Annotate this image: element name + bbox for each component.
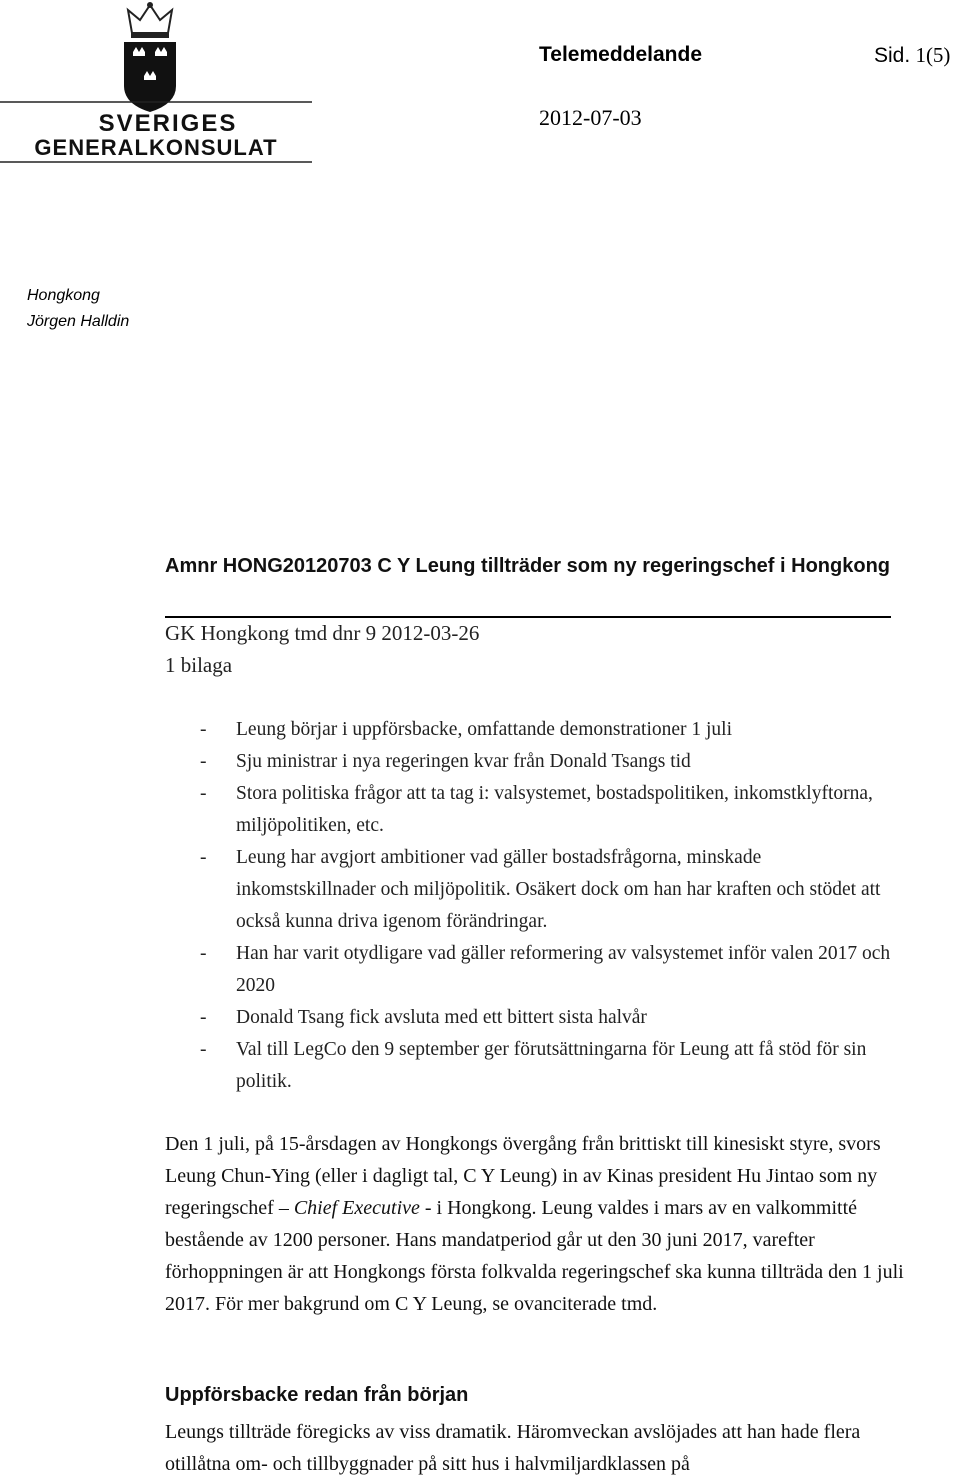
page-value: 1(5) (915, 43, 951, 67)
summary-item (200, 778, 900, 842)
summary-item (200, 842, 900, 938)
summary-item (200, 1002, 900, 1034)
sender-author: Jörgen Halldin (27, 313, 130, 330)
bullet-dash: - (200, 1039, 207, 1060)
summary-item-text: Stora politiska frågor att ta tag i: valsystemet, bostadspolitiken, inkomstklyftorna, miljöpolitiken, etc. (236, 783, 873, 836)
summary-item-text: Val till LegCo den 9 september ger förutsättningarna för Leung att få stöd för sin politik. (236, 1039, 867, 1092)
reference-block (165, 617, 479, 681)
body-paragraph-intro (165, 1128, 925, 1320)
summary-item (200, 938, 900, 1002)
reference-line: GK Hongkong tmd dnr 9 2012-03-26 (165, 621, 480, 645)
document-type: Telemeddelande (539, 43, 702, 66)
summary-item-text: Sju ministrar i nya regeringen kvar från Donald Tsangs tid (236, 751, 691, 772)
bullet-dash: - (200, 783, 207, 804)
summary-item-text: Donald Tsang fick avsluta med ett bittert sista halvår (236, 1007, 647, 1028)
body-paragraph-section: Leungs tillträde föregicks av viss dramatik. Häromveckan avslöjades att han hade flera otillåtna om- och tillbyggnader på sitt hus i halvmiljardklassen på (165, 1421, 861, 1475)
summary-list (200, 714, 900, 1098)
intro-term-italic: Chief Executive (293, 1197, 420, 1219)
summary-item-text: Han har varit otydligare vad gäller reformering av valsystemet inför valen 2017 och 2020 (236, 943, 891, 996)
intro-text-end: - i Hongkong. Leung valdes i mars av en valkommitté bestående av 1200 personer. Hans mandatperiod går ut den 30 juni 2017, varefter förhoppningen är att Hongkongs första folkvalda regeringschef ska kunna tillträda den 1 juli 2017. För mer bakgrund om C Y Leung, se ovanciterade tmd. (165, 1197, 904, 1315)
summary-item-text: Leung börjar i uppförsbacke, omfattande demonstrationer 1 juli (236, 719, 733, 740)
bullet-dash: - (200, 1007, 207, 1028)
summary-item (200, 746, 900, 778)
crown-icon (128, 2, 172, 38)
document-date: 2012-07-03 (539, 105, 642, 130)
consulate-logo (0, 0, 312, 166)
sender-location: Hongkong (27, 287, 100, 304)
org-name-line1: SVERIGES (98, 110, 238, 137)
intro-text-start: Den 1 juli, på 15-årsdagen av Hongkongs övergång från brittiskt till kinesiskt styre, svors Leung Chun-Ying (eller i dagligt tal, C Y Leung) in av Kinas president Hu Jintao som ny regeringschef – (165, 1133, 881, 1219)
sender-block (27, 283, 129, 335)
bullet-dash: - (200, 847, 207, 868)
summary-item (200, 1034, 900, 1098)
org-name-line2: GENERALKONSULAT (34, 135, 278, 160)
page-number (874, 43, 950, 68)
attachments-line: 1 bilaga (165, 653, 233, 677)
bullet-dash: - (200, 719, 207, 740)
section-heading: Uppförsbacke redan från början (165, 1384, 469, 1406)
summary-item-text: Leung har avgjort ambitioner vad gäller bostadsfrågorna, minskade inkomstskillnader och miljöpolitik. Osäkert dock om han har kraften och stödet att också kunna driva igenom förändringar. (236, 847, 881, 932)
bullet-dash: - (200, 751, 207, 772)
subject-title: Amnr HONG20120703 C Y Leung tillträder som ny regeringschef i Hongkong (165, 555, 890, 577)
bullet-dash: - (200, 943, 207, 964)
page-label: Sid. (874, 44, 911, 67)
summary-item (200, 714, 900, 746)
